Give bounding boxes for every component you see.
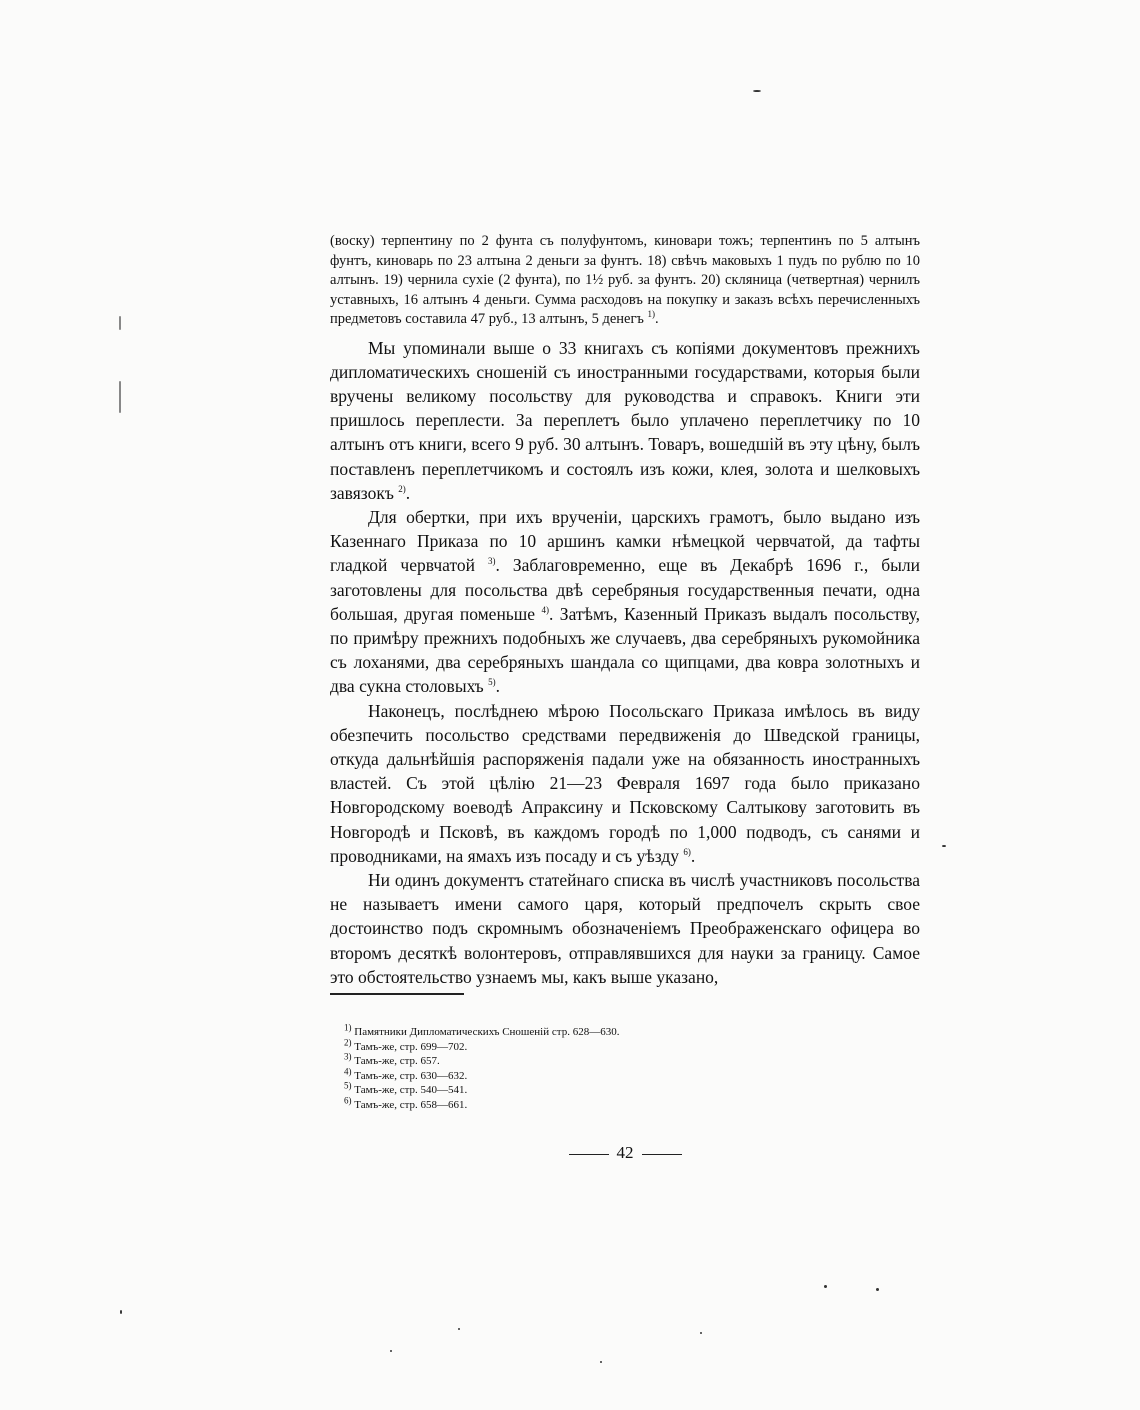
footnote-ref: 3) [487,556,496,567]
footnote-ref: 4) [541,604,549,615]
footnote-separator [330,993,464,995]
scan-speck [120,1310,122,1314]
scan-speck [119,316,121,330]
scan-speck [700,1332,702,1334]
footnote-item: $^{6)}$ Тамъ-же, стр. 658—661. [344,1095,468,1111]
main-text [330,232,920,989]
scan-speck [390,1350,392,1352]
paragraph-3: Наконецъ, послѣднею мѣрою Посольскаго Приказа имѣлось въ виду обезпечить посольство средствами передвиженія до Шведской границы, откуда дальнѣйшія распоряженія падали уже на обязанность иностранныхъ властей. Съ этой цѣлію 21—23 Февраля 1697 года было приказано Новгородскому воеводѣ Апраксину и Псковскому Салтыкову заготовить въ Новгородѣ и Псковѣ, въ каждомъ городѣ по 1,000 подводъ, съ санями и проводниками, на ямахъ изъ посаду и съ уѣзду $^{6)}$. [330,700,920,866]
footnote-ref: 6) [683,846,691,857]
scan-speck [119,381,121,413]
scan-speck [753,90,761,92]
footnote-continuation: (воску) терпентину по 2 фунта съ полуфунтомъ, киновари тожъ; терпентинъ по 5 алтынъ фунтъ, киноварь по 23 алтына 2 деньги за фунтъ. 18) свѣчъ маковыхъ 1 пудъ по рублю по 10 алтынъ. 19) чернила сухіе (2 фунта), по 1½ руб. за фунтъ. 20) скляница (четвертная) чернилъ уставныхъ, 16 алтынъ 4 деньги. Сумма расходовъ на покупку и заказъ всѣхъ перечисленныхъ предметовъ составила 47 руб., 13 алтынъ, 5 денегъ $^{1)}$. [330,233,920,327]
scan-speck [824,1285,827,1288]
footnote-item: $^{2)}$ Тамъ-же, стр. 699—702. [344,1036,468,1053]
footnote-item: $^{3)}$ Тамъ-же, стр. 657. [344,1051,440,1068]
scan-speck [876,1288,879,1291]
paragraph-1: Мы упоминали выше о 33 книгахъ съ копіями документовъ прежнихъ дипломатическихъ сношеній съ иностранными государствами, которыя были вручены великому посольству для руководства и справокъ. Книги эти пришлось переплести. За переплетъ было уплачено переплетчику по 10 алтынъ отъ книги, всего 9 руб. 30 алтынъ. Товаръ, вошедшій въ эту цѣну, былъ поставленъ переплетчикомъ и состоялъ изъ кожи, клея, золота и шелковыхъ завязокъ $^{2)}$. [330,337,920,503]
footnote-ref: 2) [398,483,406,494]
footnote-ref: 1) [647,309,656,320]
dash-left [569,1154,609,1155]
footnote-item: $^{1)}$ Памятники Дипломатическихъ Сношеній стр. 628—630. [344,1022,620,1038]
paragraph-2: Для обертки, при ихъ врученіи, царскихъ грамотъ, было выдано изъ Казеннаго Приказа по 10 аршинъ камки нѣмецкой червчатой, да тафты гладкой червчатой $^{3)}$. Заблаговременно, еще въ Декабрѣ 1696 г., были заготовлены для посольства двѣ серебряныя государственныя печати, одна большая, другая поменьше $^{4)}$. Затѣмъ, Казенный Приказъ выдалъ посольству, по примѣру прежнихъ подобныхъ же случаевъ, два серебряныхъ рукомойника съ лоханями, два серебряныхъ шандала со щипцами, два ковра золотныхъ и два сукна столовыхъ $^{5)}$. [330,506,921,697]
scan-speck [600,1361,602,1363]
dash-right [642,1154,682,1155]
scan-speck [942,845,946,847]
page-number: 42 [550,1143,700,1163]
scan-speck [458,1328,460,1330]
footnotes [344,1022,844,1113]
footnote-item: $^{5)}$ Тамъ-же, стр. 540—541. [344,1080,468,1097]
paragraph-4: Ни одинъ документъ статейнаго списка въ числѣ участниковъ посольства не называетъ имени самого царя, который предпочелъ скрыть свое достоинство подъ скромнымъ обозначеніемъ Преображенскаго офицера во второмъ десяткѣ волонтеровъ, отправлявшихся для науки за границу. Самое это обстоятельство узнаемъ мы, какъ выше указано, [330,869,920,987]
footnote-ref: 5) [488,677,496,688]
footnote-item: $^{4)}$ Тамъ-же, стр. 630—632. [344,1066,468,1082]
